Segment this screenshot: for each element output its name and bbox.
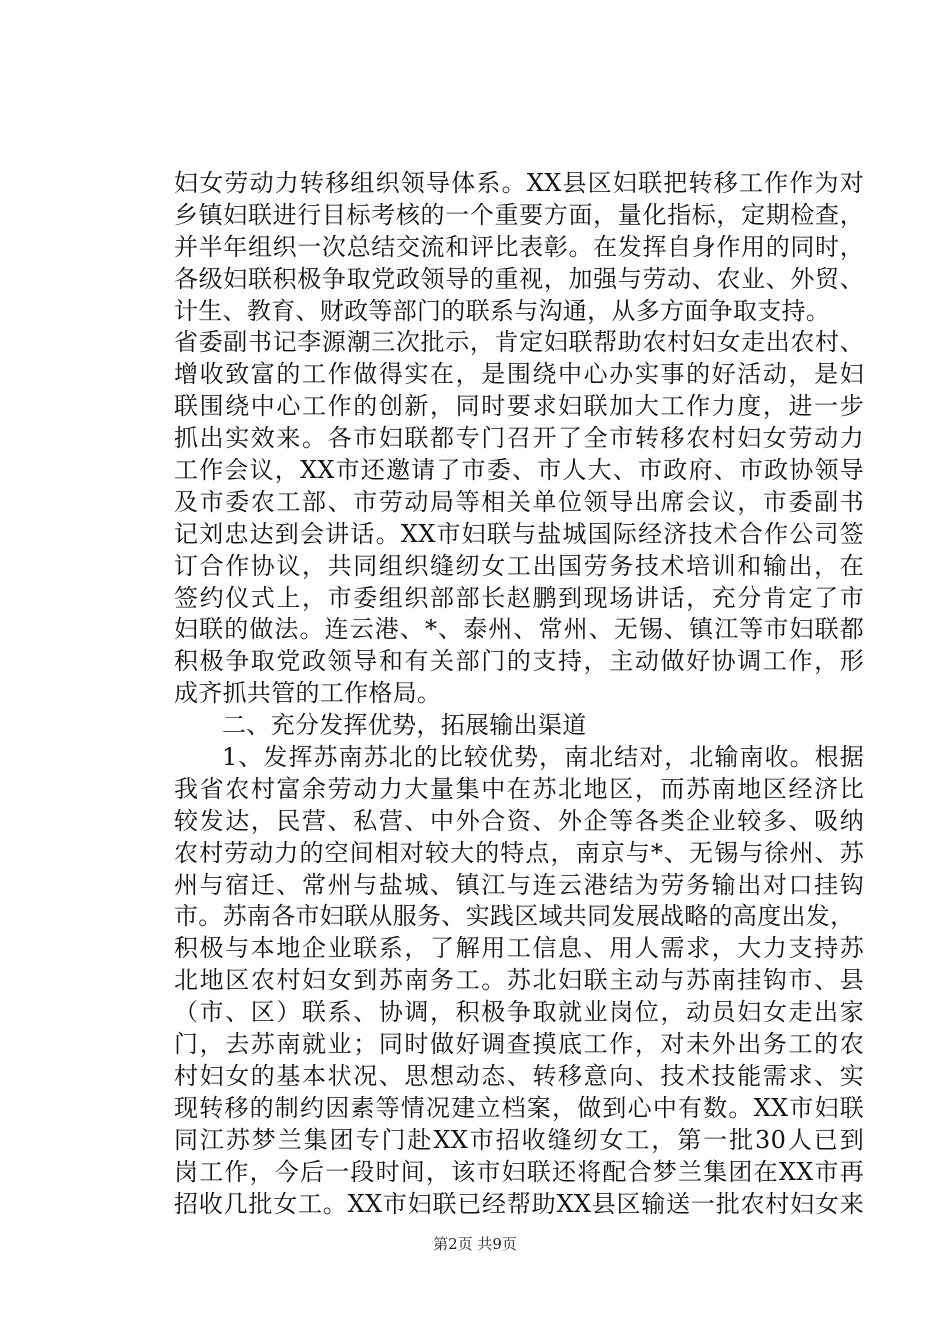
- text-line: 村妇女的基本状况、思想动态、转移意向、技术技能需求、实: [174, 1061, 864, 1090]
- text-line: 妇联的做法。连云港、*、泰州、常州、无锡、镇江等市妇联都: [174, 615, 864, 644]
- text-line: （市、区）联系、协调，积极争取就业岗位，动员妇女走出家: [174, 998, 864, 1027]
- text-line: 我省农村富余劳动力大量集中在苏北地区，而苏南地区经济比: [174, 774, 864, 803]
- text-line: 抓出实效来。各市妇联都专门召开了全市转移农村妇女劳动力: [174, 424, 864, 453]
- text-line: 市。苏南各市妇联从服务、实践区域共同发展战略的高度出发，: [174, 902, 855, 931]
- text-line: 积极争取党政领导和有关部门的支持，主动做好协调工作，形: [174, 647, 864, 676]
- text-line: 增收致富的工作做得实在，是围绕中心办实事的好活动，是妇: [174, 360, 864, 389]
- text-line: 门，去苏南就业；同时做好调查摸底工作，对未外出务工的农: [174, 1030, 864, 1059]
- document-body: [174, 168, 864, 1220]
- text-line: 现转移的制约因素等情况建立档案，做到心中有数。XX市妇联: [174, 1093, 864, 1122]
- text-line: 较发达，民营、私营、中外合资、外企等各类企业较多、吸纳: [174, 806, 864, 835]
- text-line: 及市委农工部、市劳动局等相关单位领导出席会议，市委副书: [174, 487, 864, 516]
- text-line: 北地区农村妇女到苏南务工。苏北妇联主动与苏南挂钩市、县: [174, 966, 864, 995]
- text-line: 联围绕中心工作的创新，同时要求妇联加大工作力度，进一步: [174, 392, 864, 421]
- text-line: 签约仪式上，市委组织部部长赵鹏到现场讲话，充分肯定了市: [174, 583, 864, 612]
- text-line: 岗工作，今后一段时间，该市妇联还将配合梦兰集团在XX市再: [174, 1157, 864, 1186]
- text-line: 订合作协议，共同组织缝纫女工出国劳务技术培训和输出，在: [174, 551, 864, 580]
- text-line: 各级妇联积极争取党政领导的重视，加强与劳动、农业、外贸、: [174, 264, 864, 293]
- text-line: 省委副书记李源潮三次批示，肯定妇联帮助农村妇女走出农村、: [174, 328, 864, 357]
- section-heading: 二、充分发挥优势，拓展输出渠道: [222, 711, 587, 740]
- text-line: 州与宿迁、常州与盐城、镇江与连云港结为劳务输出对口挂钩: [174, 870, 864, 899]
- text-line: 乡镇妇联进行目标考核的一个重要方面，量化指标，定期检查，: [174, 200, 864, 229]
- page-footer: [0, 1234, 950, 1254]
- text-line: 计生、教育、财政等部门的联系与沟通，从多方面争取支持。: [174, 296, 831, 325]
- text-line: 1、发挥苏南苏北的比较优势，南北结对，北输南收。根据: [222, 743, 864, 772]
- text-line: 积极与本地企业联系，了解用工信息、用人需求，大力支持苏: [174, 934, 864, 963]
- text-line: 同江苏梦兰集团专门赴XX市招收缝纫女工，第一批30人已到: [174, 1125, 864, 1154]
- text-line: 并半年组织一次总结交流和评比表彰。在发挥自身作用的同时，: [174, 232, 864, 261]
- text-line: 招收几批女工。XX市妇联已经帮助XX县区输送一批农村妇女来: [174, 1189, 864, 1218]
- text-line: 记刘忠达到会讲话。XX市妇联与盐城国际经济技术合作公司签: [174, 519, 864, 548]
- page-number-label: 第2页 共9页: [433, 1235, 517, 1253]
- text-line: 成齐抓共管的工作格局。: [174, 679, 442, 708]
- text-line: 农村劳动力的空间相对较大的特点，南京与*、无锡与徐州、苏: [174, 838, 864, 867]
- text-line: 妇女劳动力转移组织领导体系。XX县区妇联把转移工作作为对: [174, 169, 864, 197]
- text-line: 工作会议，XX市还邀请了市委、市人大、市政府、市政协领导: [174, 456, 864, 485]
